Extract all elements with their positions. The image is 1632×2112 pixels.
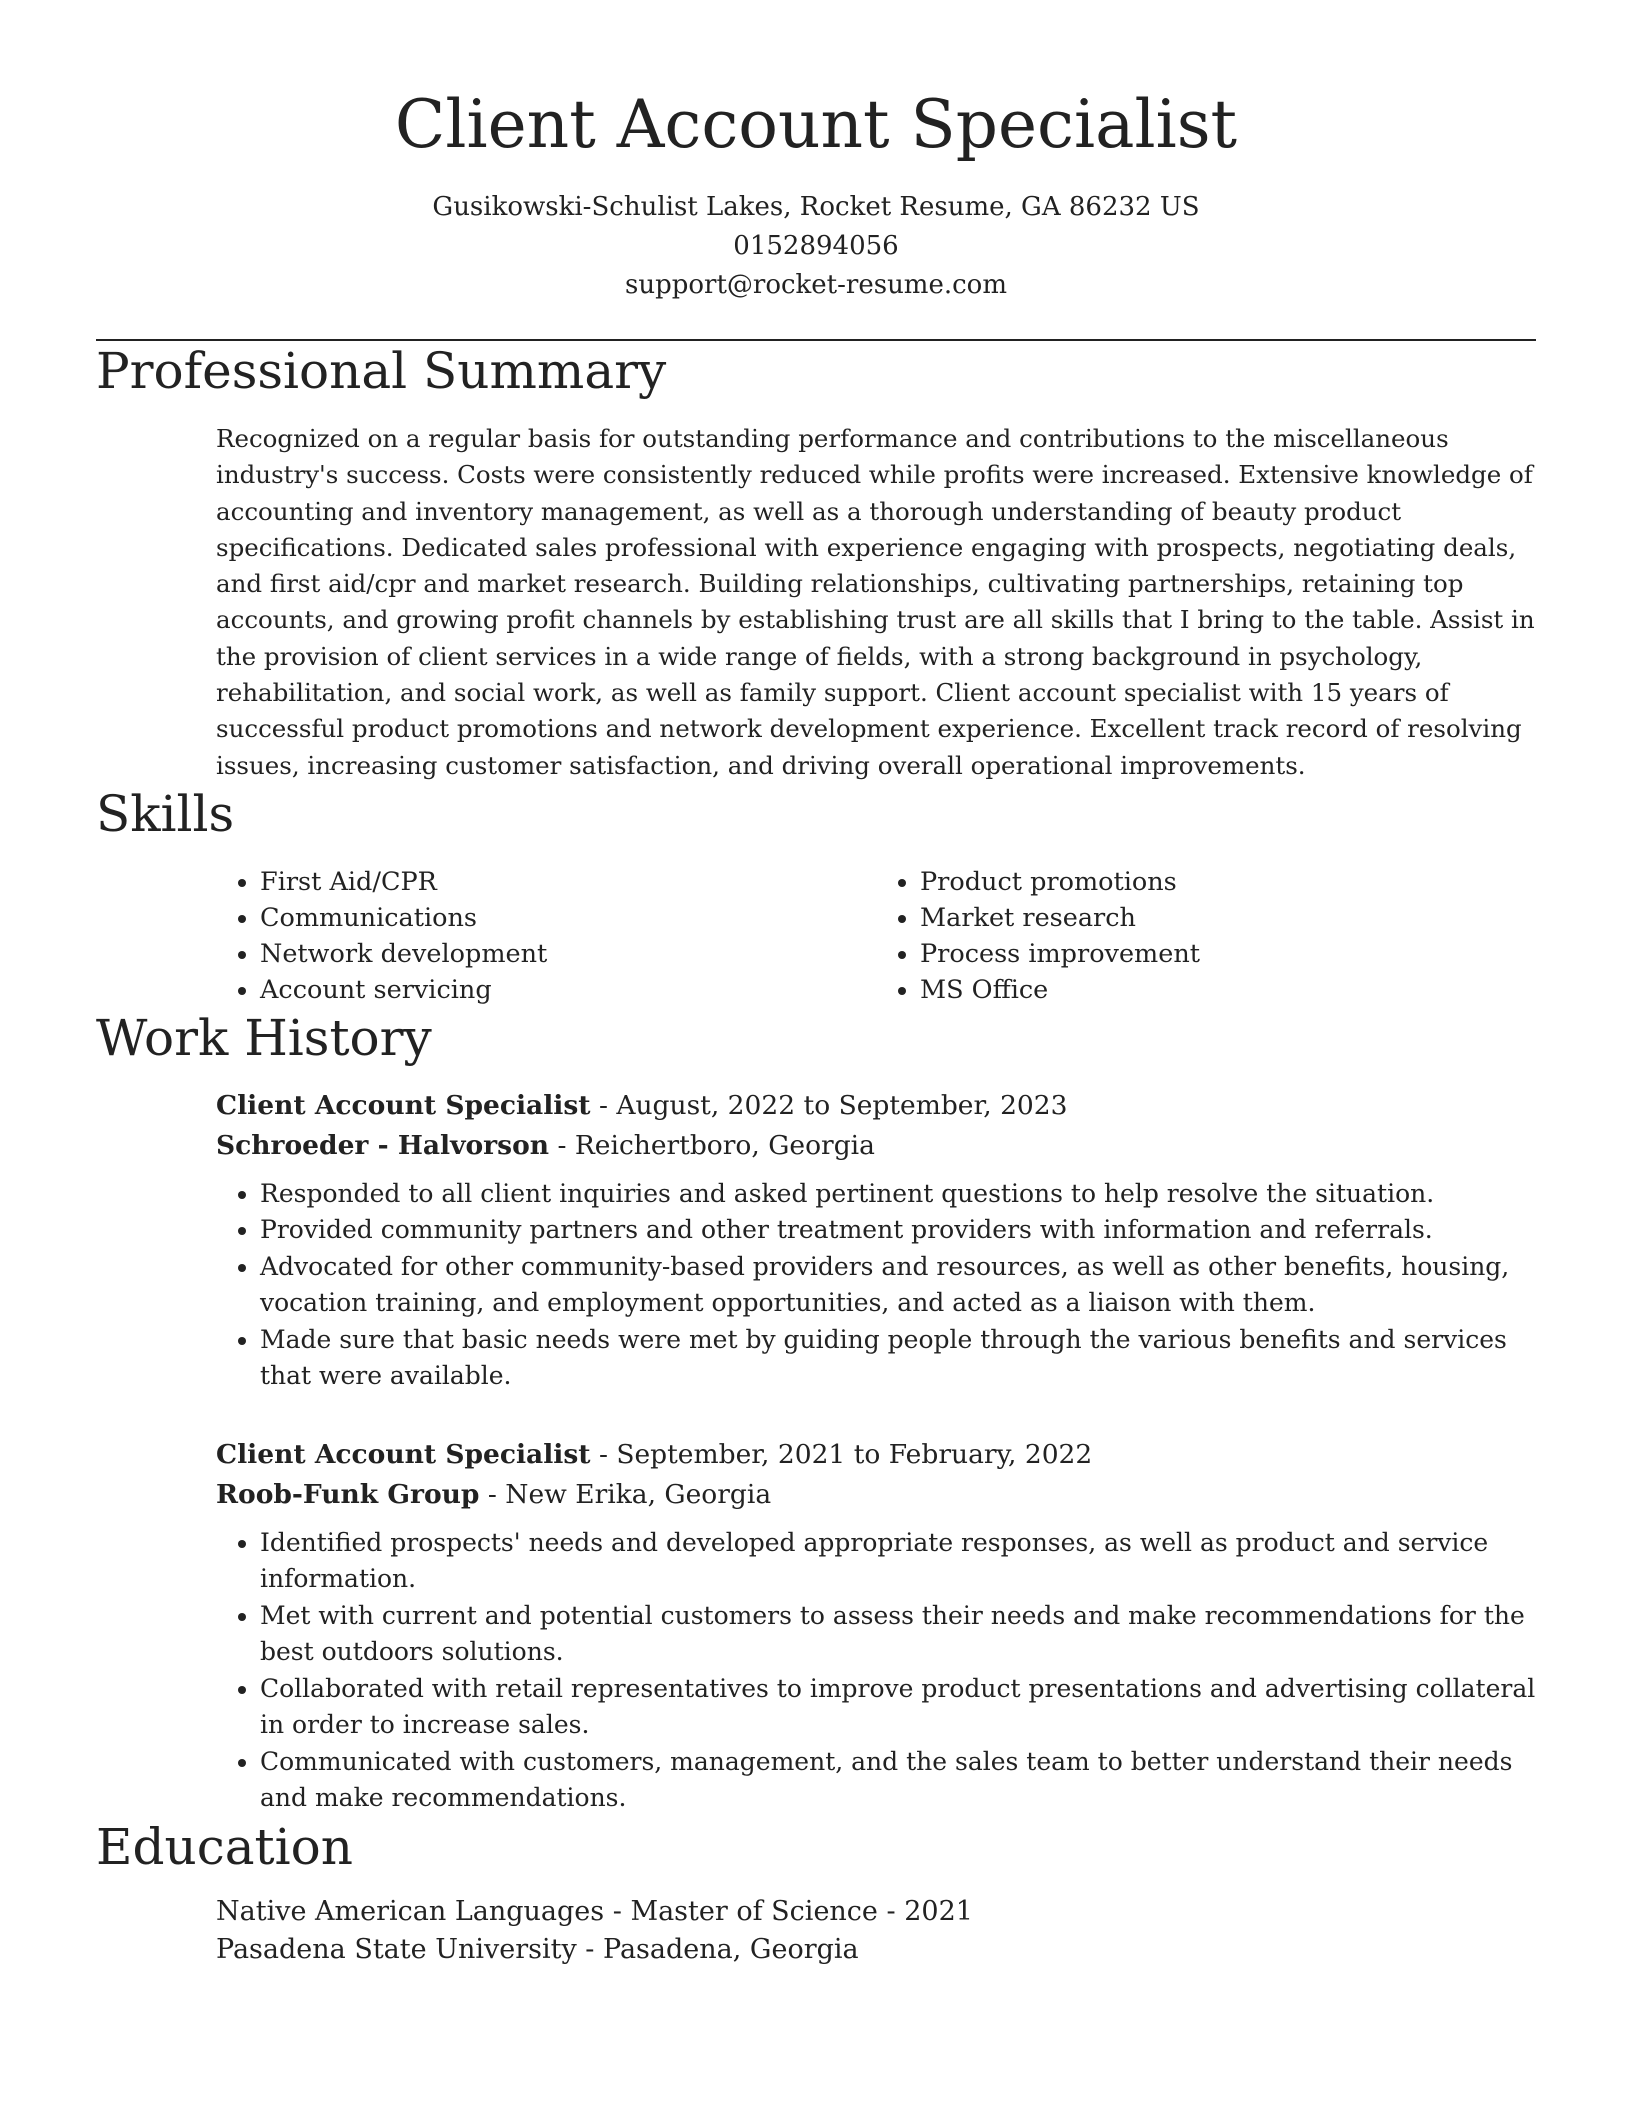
resume-page <box>96 0 1536 1969</box>
education-entry <box>216 1893 1536 1969</box>
job-bullet: • Provided community partners and other treatment providers with information and referrals. <box>260 1212 1536 1249</box>
education-field: Native American Languages <box>216 1895 605 1927</box>
job-bullet: • Responded to all client inquiries and asked pertinent questions to help resolve the situation. <box>260 1176 1536 1213</box>
education-degree-line <box>216 1893 1536 1931</box>
job-title: Client Account Specialist <box>216 1438 591 1470</box>
education-school-line <box>216 1931 1536 1969</box>
job-location: New Erika, Georgia <box>505 1478 772 1510</box>
separator: - <box>604 1895 631 1927</box>
job-dates: August, 2022 to September, 2023 <box>616 1089 1068 1121</box>
skill-item: • MS Office <box>920 972 1536 1008</box>
separator: - <box>576 1933 603 1965</box>
job-company-line <box>216 1475 1536 1515</box>
job-bullet: • Met with current and potential customers to assess their needs and make recommendations for the best outdoors solutions. <box>260 1598 1536 1671</box>
candidate-name: Client Account Specialist <box>394 86 1238 163</box>
job-entry <box>216 1435 1536 1817</box>
job-company: Schroeder - Halvorson <box>216 1129 550 1161</box>
contact-email: support@rocket-resume.com <box>624 270 1007 300</box>
job-title-line <box>216 1086 1536 1126</box>
summary-text: Recognized on a regular basis for outstanding performance and contributions to the miscellaneous industry's success. Costs were consistently reduced while profits were increased. Extensive knowledge of accounting and inventory management, as well as a thorough understanding of beauty product specifications. Dedicated sales professional with experience engaging with prospects, negotiating deals, and first aid/cpr and market research. Building relationships, cultivating partnerships, retaining top accounts, and growing profit channels by establishing trust are all skills that I bring to the table. Assist in the provision of client services in a wide range of fields, with a strong background in psychology, rehabilitation, and social work, as well as family support. Client account specialist with 15 years of successful product promotions and network development experience. Excellent track record of resolving issues, increasing customer satisfaction, and driving overall operational improvements. <box>216 424 1535 780</box>
education-school: Pasadena State University <box>216 1933 577 1965</box>
job-bullets <box>216 1525 1536 1817</box>
section-heading-summary: Professional Summary <box>96 342 667 400</box>
section-heading-work-history: Work History <box>96 1008 432 1067</box>
job-company-line <box>216 1126 1536 1166</box>
job-bullet: • Made sure that basic needs were met by guiding people through the various benefits and services that were available. <box>260 1322 1536 1395</box>
skill-item: • First Aid/CPR <box>260 864 876 900</box>
job-bullet: • Identified prospects' needs and developed appropriate responses, as well as product and service information. <box>260 1525 1536 1598</box>
education-year: 2021 <box>904 1895 973 1927</box>
separator: - <box>479 1478 506 1510</box>
skill-item: • Market research <box>920 900 1536 936</box>
contact-address: Gusikowski-Schulist Lakes, Rocket Resume, GA 86232 US <box>432 192 1200 222</box>
job-title-line <box>216 1435 1536 1475</box>
job-entry <box>216 1086 1536 1395</box>
skills-list <box>216 864 1536 1008</box>
job-location: Reichertboro, Georgia <box>574 1129 875 1161</box>
education-location: Pasadena, Georgia <box>603 1933 859 1965</box>
separator: - <box>590 1438 617 1470</box>
job-company: Roob-Funk Group <box>216 1478 480 1510</box>
contact-block <box>96 188 1536 305</box>
contact-phone: 0152894056 <box>733 231 899 261</box>
job-dates: September, 2021 to February, 2022 <box>616 1438 1093 1470</box>
job-bullets <box>216 1176 1536 1395</box>
skill-item: • Process improvement <box>920 936 1536 972</box>
job-title: Client Account Specialist <box>216 1089 591 1121</box>
separator: - <box>590 1089 617 1121</box>
separator: - <box>877 1895 905 1927</box>
section-heading-skills: Skills <box>96 784 235 843</box>
section-heading-education: Education <box>96 1817 353 1876</box>
skill-item: • Product promotions <box>920 864 1536 900</box>
separator: - <box>549 1129 575 1161</box>
skills-column-left <box>216 864 876 1008</box>
job-bullet: • Advocated for other community-based providers and resources, as well as other benefits, housing, vocation training, and employment opportunities, and acted as a liaison with them. <box>260 1249 1536 1322</box>
education-degree: Master of Science <box>630 1895 878 1927</box>
job-bullet: • Collaborated with retail representatives to improve product presentations and advertising collateral in order to increase sales. <box>260 1671 1536 1744</box>
skills-column-right <box>876 864 1536 1008</box>
skill-item: • Communications <box>260 900 876 936</box>
skill-item: • Network development <box>260 936 876 972</box>
skill-item: • Account servicing <box>260 972 876 1008</box>
job-bullet: • Communicated with customers, management, and the sales team to better understand their needs and make recommendations. <box>260 1744 1536 1817</box>
